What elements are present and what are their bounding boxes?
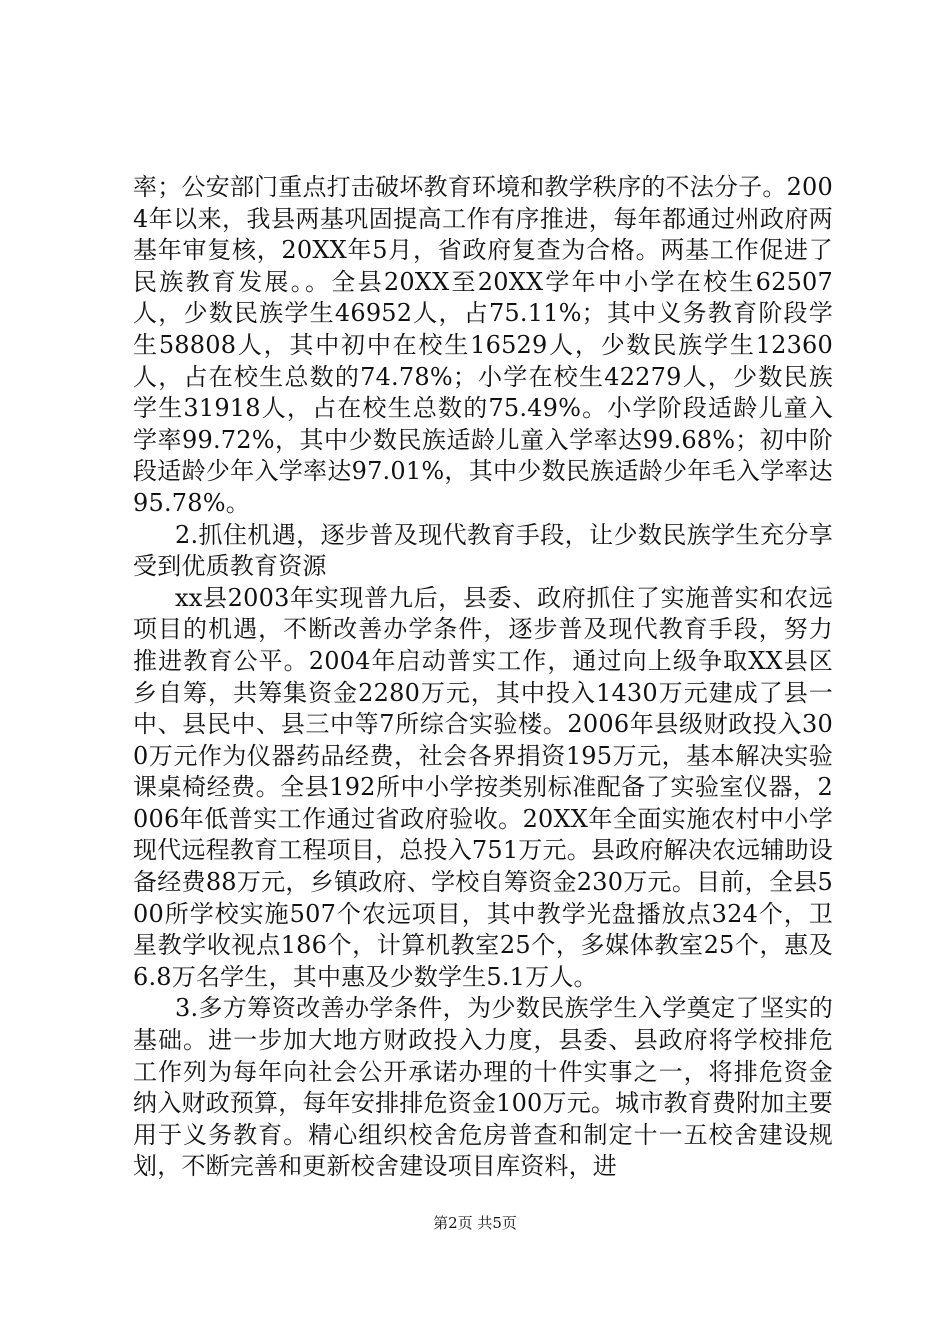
paragraph: 率；公安部门重点打击破坏教育环境和教学秩序的不法分子。2004年以来，我县两基巩固提高工作有序推进，每年都通过州政府两基年审复核，20XX年5月，省政府复查为合格。两基工作促进了民族教育发展。。全县20XX至20XX学年中小学在校生62507人，少数民族学生46952人，占75.11%；其中义务教育阶段学生58808人，其中初中在校生16529人，少数民族学生12360人，占在校生总数的74.78%；小学在校生42279人，少数民族学生31918人，占在校生总数的75.49%。小学阶段适龄儿童入学率99.72%，其中少数民族适龄儿童入学率达99.68%；初中阶段适龄少年入学率达97.01%，其中少数民族适龄少年毛入学率达95.78%。 [133, 173, 833, 517]
document-body [133, 172, 833, 1183]
paragraph: xx县2003年实现普九后，县委、政府抓住了实施普实和农远项目的机遇，不断改善办学条件，逐步普及现代教育手段，努力推进教育公平。2004年启动普实工作，通过向上级争取XX县区乡自筹，共筹集资金2280万元，其中投入1430万元建成了县一中、县民中、县三中等7所综合实验楼。2006年县级财政投入300万元作为仪器药品经费，社会各界捐资195万元，基本解决实验课桌椅经费。全县192所中小学按类别标准配备了实验室仪器，2006年低普实工作通过省政府验收。20XX年全面实施农村中小学现代远程教育工程项目，总投入751万元。县政府解决农远辅助设备经费88万元，乡镇政府、学校自筹资金230万元。目前，全县500所学校实施507个农远项目，其中教学光盘播放点324个，卫星教学收视点186个，计算机教室25个，多媒体教室25个，惠及6.8万名学生，其中惠及少数学生5.1万人。 [133, 583, 833, 991]
page-number-footer: 第2页 共5页 [433, 1214, 517, 1232]
paragraph-heading: 2.抓住机遇，逐步普及现代教育手段，让少数民族学生充分享受到优质教育资源 [133, 520, 833, 581]
paragraph: 3.多方筹资改善办学条件，为少数民族学生入学奠定了坚实的基础。进一步加大地方财政投入力度，县委、县政府将学校排危工作列为每年向社会公开承诺办理的十件实事之一，将排危资金纳入财政预算，每年安排排危资金100万元。城市教育费附加主要用于义务教育。精心组织校舍危房普查和制定十一五校舍建设规划，不断完善和更新校舍建设项目库资料，进 [133, 994, 833, 1181]
